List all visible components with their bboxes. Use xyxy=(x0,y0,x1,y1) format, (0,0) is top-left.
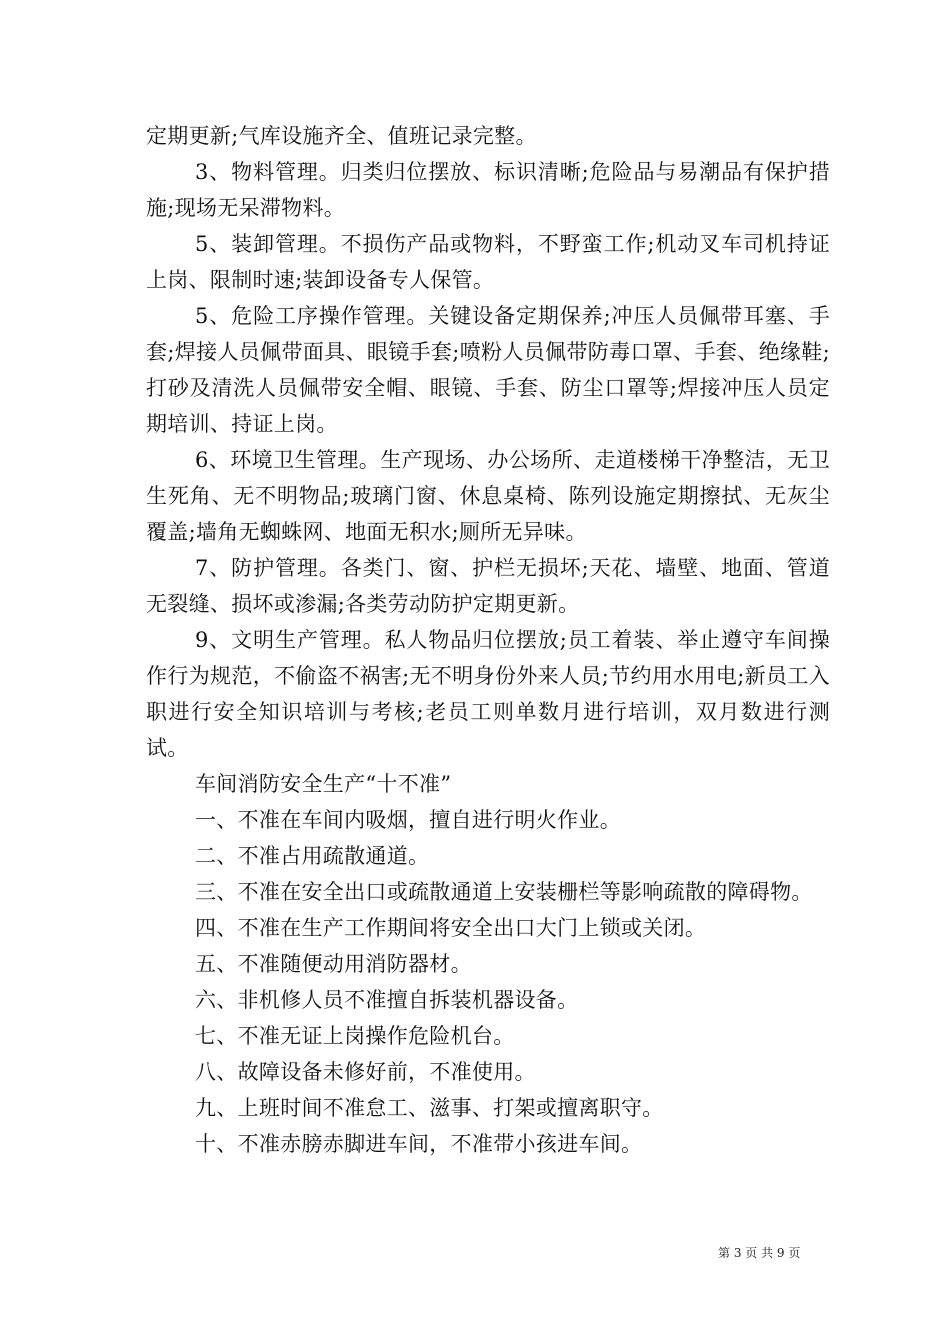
rule-item: 五、不准随便动用消防器材。 xyxy=(195,952,472,976)
rule-item: 八、故障设备未修好前，不准使用。 xyxy=(195,1060,536,1084)
paragraph: 定期更新;气库设施齐全、值班记录完整。 xyxy=(146,124,537,148)
rule-item: 三、不准在安全出口或疏散通道上安装栅栏等影响疏散的障碍物。 xyxy=(195,880,813,904)
paragraph: 3、物料管理。归类归位摆放、标识清晰;危险品与易潮品有保护措施;现场无呆滞物料。 xyxy=(146,160,830,220)
rule-item: 七、不准无证上岗操作危险机台。 xyxy=(195,1024,515,1048)
rule-item: 十、不准赤膀赤脚进车间，不准带小孩进车间。 xyxy=(195,1132,643,1156)
paragraph: 9、文明生产管理。私人物品归位摆放;员工着装、举止遵守车间操作行为规范，不偷盗不祸害;无不明身份外来人员;节约用水用电;新员工入职进行安全知识培训与考核;老员工则单数月进行培训，双月数进行测试。 xyxy=(146,628,830,760)
document-body xyxy=(146,118,830,1162)
rule-item: 一、不准在车间内吸烟，擅自进行明火作业。 xyxy=(195,808,621,832)
rule-item: 四、不准在生产工作期间将安全出口大门上锁或关闭。 xyxy=(195,916,707,940)
paragraph: 5、装卸管理。不损伤产品或物料，不野蛮工作;机动叉车司机持证上岗、限制时速;装卸设备专人保管。 xyxy=(146,232,830,292)
page-number: 第 3 页 共 9 页 xyxy=(718,1246,801,1260)
paragraph: 5、危险工序操作管理。关键设备定期保养;冲压人员佩带耳塞、手套;焊接人员佩带面具、眼镜手套;喷粉人员佩带防毒口罩、手套、绝缘鞋;打砂及清洗人员佩带安全帽、眼镜、手套、防尘口罩等;焊接冲压人员定期培训、持证上岗。 xyxy=(146,304,830,436)
rule-item: 六、非机修人员不准擅自拆装机器设备。 xyxy=(195,988,579,1012)
paragraph: 6、环境卫生管理。生产现场、办公场所、走道楼梯干净整洁，无卫生死角、无不明物品;玻璃门窗、休息桌椅、陈列设施定期擦拭、无灰尘覆盖;墙角无蜘蛛网、地面无积水;厕所无异味。 xyxy=(146,448,830,544)
rule-item: 九、上班时间不准怠工、滋事、打架或擅离职守。 xyxy=(195,1096,664,1120)
paragraph: 7、防护管理。各类门、窗、护栏无损坏;天花、墙壁、地面、管道无裂缝、损坏或渗漏;各类劳动防护定期更新。 xyxy=(146,556,830,616)
rule-item: 二、不准占用疏散通道。 xyxy=(195,844,430,868)
section-heading: 车间消防安全生产“十不准” xyxy=(195,772,452,796)
